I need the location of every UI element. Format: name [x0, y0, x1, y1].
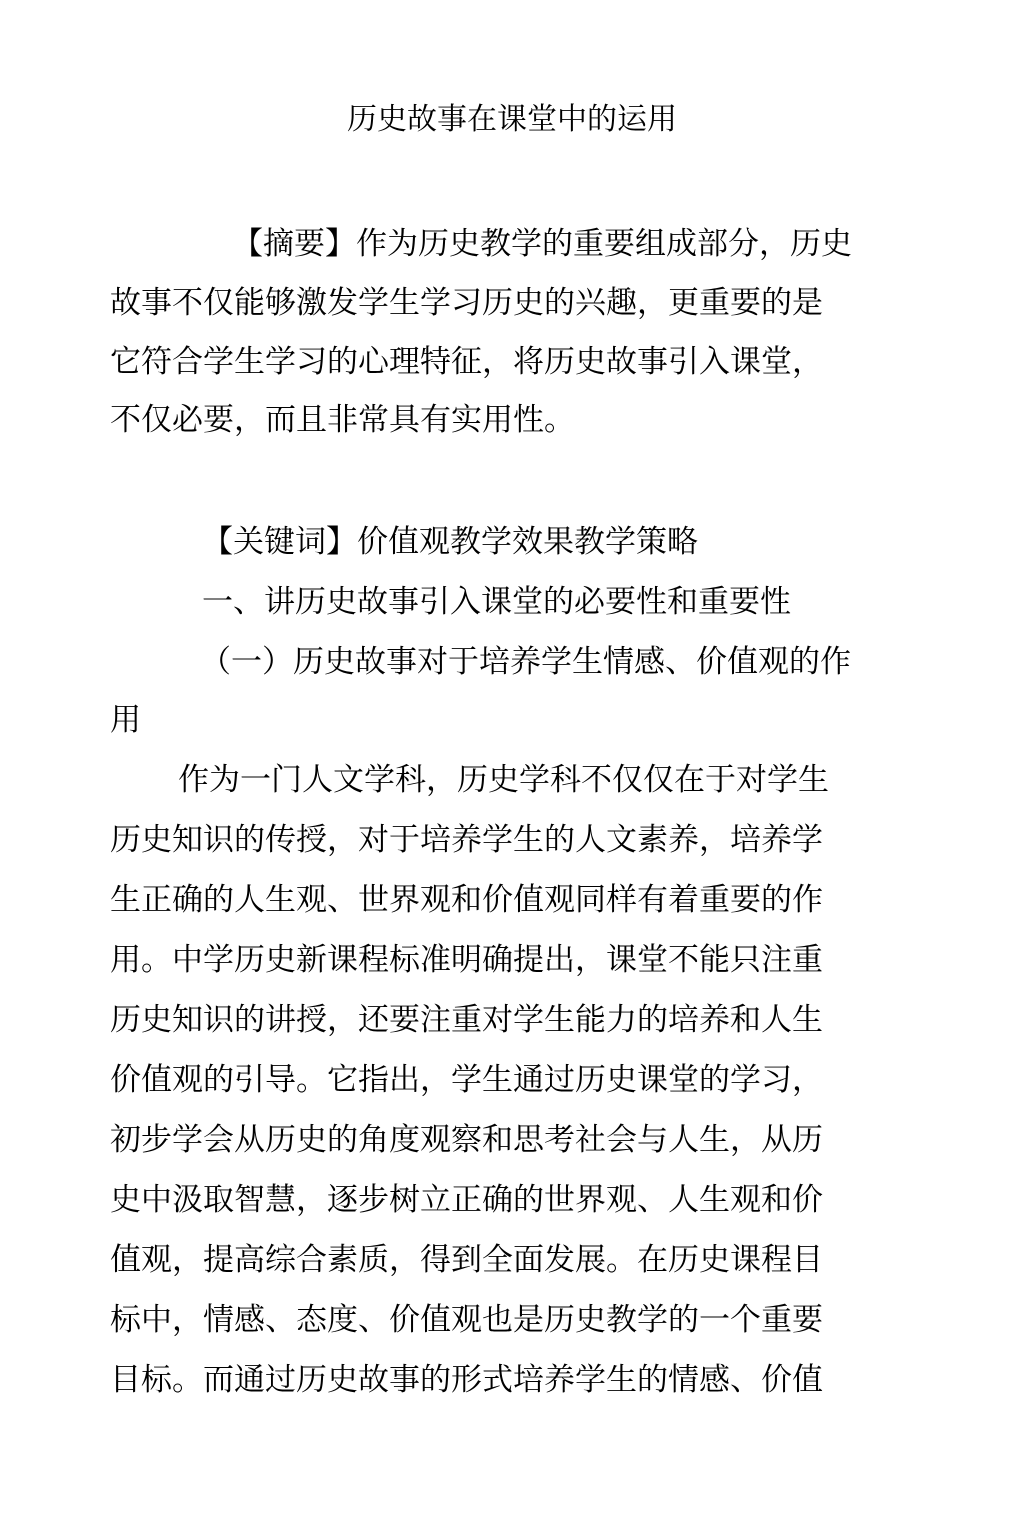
body-line: 史中汲取智慧，逐步树立正确的世界观、人生观和价 [110, 1182, 823, 1218]
keywords-line: 【关键词】价值观教学效果教学策略 [202, 524, 698, 560]
body-line: 目标。而通过历史故事的形式培养学生的情感、价值 [110, 1362, 823, 1398]
abstract-line: 不仅必要，而且非常具有实用性。 [110, 402, 575, 438]
abstract-line: 【摘要】作为历史教学的重要组成部分，历史 [232, 226, 852, 262]
subsection-heading: 用 [110, 702, 141, 738]
body-line: 值观，提高综合素质，得到全面发展。在历史课程目 [110, 1242, 823, 1278]
body-line: 价值观的引导。它指出，学生通过历史课堂的学习， [110, 1062, 823, 1098]
section-heading: 一、讲历史故事引入课堂的必要性和重要性 [202, 584, 791, 620]
body-line: 用。中学历史新课程标准明确提出，课堂不能只注重 [110, 942, 823, 978]
abstract-line: 故事不仅能够激发学生学习历史的兴趣，更重要的是 [110, 285, 823, 321]
body-line: 作为一门人文学科，历史学科不仅仅在于对学生 [178, 762, 829, 798]
body-line: 历史知识的传授，对于培养学生的人文素养，培养学 [110, 822, 823, 858]
body-line: 生正确的人生观、世界观和价值观同样有着重要的作 [110, 882, 823, 918]
document-title: 历史故事在课堂中的运用 [347, 102, 677, 137]
body-line: 标中，情感、态度、价值观也是历史教学的一个重要 [110, 1302, 823, 1338]
subsection-heading: （一）历史故事对于培养学生情感、价值观的作 [200, 644, 851, 680]
body-line: 历史知识的讲授，还要注重对学生能力的培养和人生 [110, 1002, 823, 1038]
body-line: 初步学会从历史的角度观察和思考社会与人生，从历 [110, 1122, 823, 1158]
abstract-line: 它符合学生学习的心理特征，将历史故事引入课堂， [110, 344, 823, 380]
